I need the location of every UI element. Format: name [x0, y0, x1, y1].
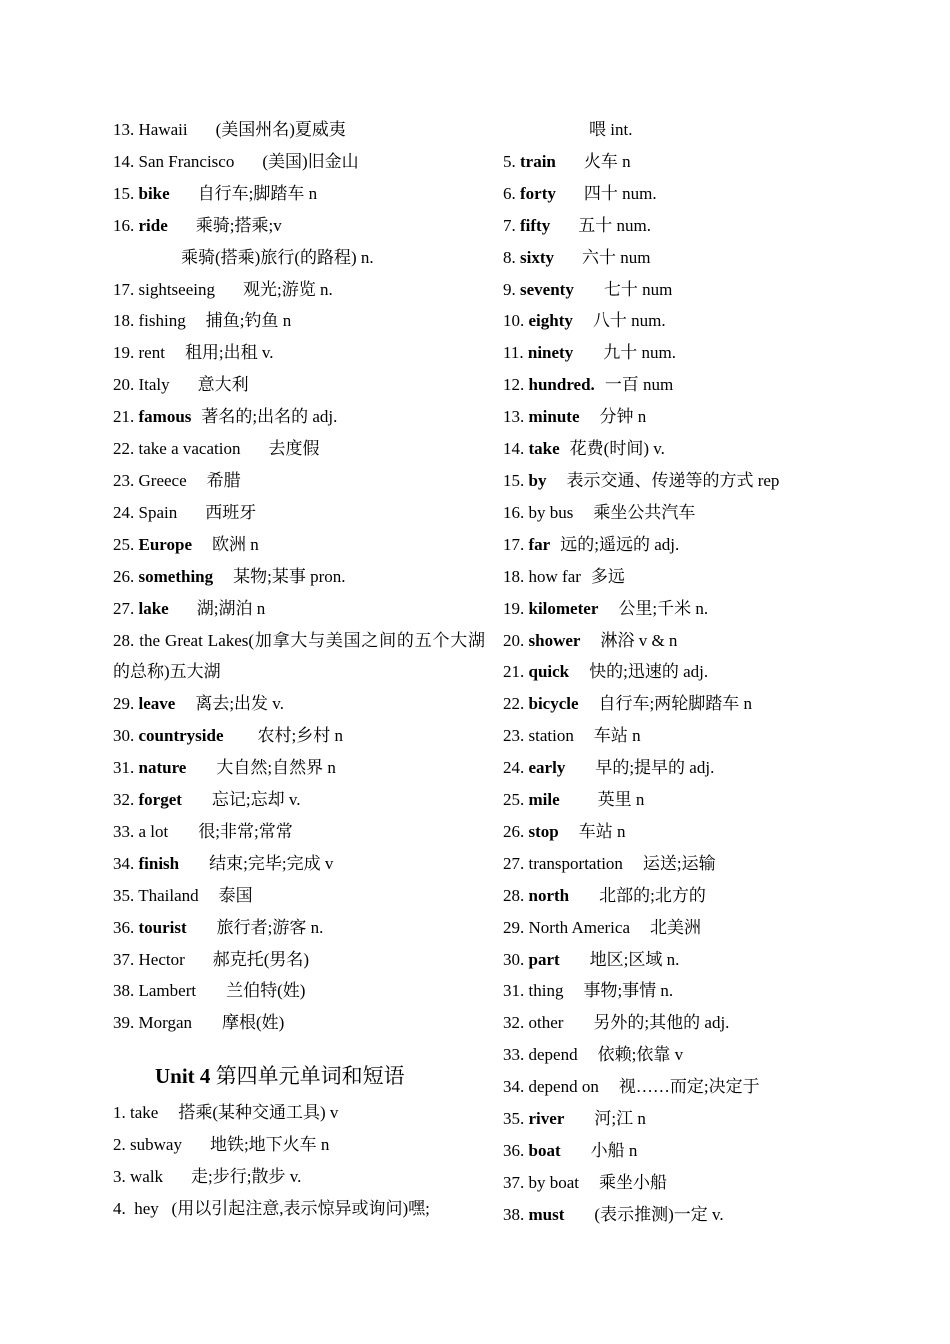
entry-definition: 事物;事情 n. — [583, 981, 674, 1001]
entry-definition: 运送;运输 — [642, 853, 716, 873]
vocab-entry — [113, 497, 485, 529]
entry-word: early — [528, 758, 566, 778]
unit-label: Unit 4 — [155, 1064, 211, 1089]
entry-word: sixty — [520, 247, 554, 267]
entry-word: subway — [130, 1135, 182, 1155]
entry-definition: 乘坐小船 — [599, 1172, 668, 1192]
vocab-entry — [113, 880, 485, 912]
entry-definition: 自行车;脚踏车 n — [197, 183, 318, 203]
entry-number: 30. — [503, 949, 525, 969]
entry-word: take a vacation — [138, 439, 241, 459]
entry-word: hundred. — [528, 375, 595, 395]
ride-continuation: 乘骑(搭乘)旅行(的路程) n. — [181, 247, 374, 267]
entry-word: ride — [138, 215, 168, 235]
hey-continuation: 喂 int. — [589, 120, 633, 139]
entry-number: 36. — [113, 917, 135, 937]
entry-number: 28. — [503, 885, 525, 905]
entry-definition: 湖;湖泊 n — [196, 598, 266, 618]
entry-word: nature — [138, 758, 187, 778]
entry-number: 2. — [113, 1135, 126, 1155]
hey-entry: 4. hey (用以引起注意,表示惊异或询问)嘿; — [113, 1199, 430, 1218]
vocab-entry — [113, 561, 485, 593]
vocab-entry — [113, 1007, 485, 1039]
entry-definition: 五十 num. — [578, 215, 651, 235]
vocab-entry — [113, 912, 485, 944]
entry-word: rent — [138, 343, 165, 363]
entry-word: quick — [528, 662, 570, 682]
entry-definition: 自行车;两轮脚踏车 n — [598, 694, 753, 714]
vocab-entry — [113, 816, 485, 848]
entry-word: eighty — [528, 311, 573, 331]
entry-definition: 小船 n — [590, 1141, 638, 1160]
entry-definition: 兰伯特(姓) — [226, 981, 306, 1001]
entry-number: 15. — [503, 470, 525, 490]
vocab-entry — [113, 146, 485, 178]
entry-number: 24. — [503, 758, 525, 778]
entry-word: Europe — [138, 534, 193, 554]
entry-definition: 八十 num. — [592, 311, 666, 331]
entry-number: 17. — [113, 279, 135, 299]
vocab-entry — [503, 944, 833, 976]
entry-word: tourist — [138, 917, 187, 937]
entry-word: far — [528, 534, 551, 554]
entry-number: 21. — [503, 662, 525, 682]
entry-definition: 车站 n — [578, 821, 626, 841]
entry-number: 20. — [503, 630, 525, 650]
entry-word: how far — [528, 566, 581, 586]
entry-definition: 公里;千米 n. — [618, 598, 709, 618]
entry-word: river — [528, 1109, 565, 1129]
entry-definition: 泰国 — [218, 885, 253, 905]
vocab-entry — [113, 337, 485, 369]
entry-number: 23. — [503, 726, 525, 746]
entry-definition: 河;江 n — [594, 1109, 646, 1129]
entry-definition: 农村;乡村 n — [257, 726, 343, 746]
vocab-entry — [113, 975, 485, 1007]
entry-number: 19. — [113, 343, 135, 363]
entry-number: 32. — [503, 1013, 525, 1033]
entry-definition: 早的;提早的 adj. — [595, 758, 715, 778]
entry-number: 22. — [503, 694, 525, 714]
vocab-entry — [113, 178, 485, 210]
entry-number: 9. — [503, 279, 516, 299]
entry-word: something — [138, 566, 214, 586]
entry-number: 34. — [503, 1077, 525, 1097]
entry-number: 25. — [113, 534, 135, 554]
vocab-entry — [503, 912, 833, 944]
entry-definition: 七十 num — [603, 279, 673, 299]
vocab-entry — [503, 401, 833, 433]
vocab-entry — [113, 274, 485, 306]
entry-definition: 依赖;依靠 v — [597, 1045, 684, 1065]
entry-word: must — [528, 1204, 565, 1224]
entry-number: 38. — [503, 1204, 525, 1224]
entry-definition: (美国)旧金山 — [262, 151, 359, 171]
entry-number: 1. — [113, 1103, 126, 1123]
entry-definition: 地铁;地下火车 n — [209, 1135, 330, 1155]
entry-definition: 六十 num — [582, 247, 651, 267]
entry-number: 30. — [113, 726, 135, 746]
entry-definition: 租用;出租 v. — [184, 343, 274, 363]
vocab-entry — [113, 433, 485, 465]
entry-definition: 地区;区域 n. — [589, 949, 680, 969]
vocab-list — [113, 274, 485, 625]
vocab-entry — [503, 178, 833, 210]
entry-definition: 淋浴 v & n — [600, 630, 678, 650]
entry-number: 18. — [113, 311, 135, 331]
entry-definition: 很;非常;常常 — [198, 821, 293, 841]
vocab-entry — [113, 465, 485, 497]
entry-definition: 意大利 — [197, 375, 249, 395]
vocab-entry — [503, 784, 833, 816]
entry-number: 14. — [503, 439, 525, 459]
entry-definition: 北美洲 — [650, 917, 701, 937]
entry-word: finish — [138, 853, 180, 873]
entry-number: 31. — [503, 981, 525, 1001]
vocab-entry — [503, 656, 833, 688]
vocab-entry — [503, 433, 833, 465]
entry-word: countryside — [138, 726, 224, 746]
entry-number: 17. — [503, 534, 525, 554]
entry-number: 10. — [503, 311, 525, 331]
entry-number: 36. — [503, 1141, 525, 1160]
entry-word: fishing — [138, 311, 186, 331]
entry-word: part — [528, 949, 560, 969]
vocab-entry — [113, 944, 485, 976]
unit-heading — [113, 1059, 485, 1093]
entry-definition: 希腊 — [206, 470, 241, 490]
vocab-entry — [503, 1199, 833, 1231]
entry-word: bike — [138, 183, 170, 203]
entry-number: 35. — [503, 1109, 525, 1129]
vocab-entry — [503, 593, 833, 625]
vocab-entry — [113, 784, 485, 816]
vocab-entry — [113, 752, 485, 784]
entry-definition: (美国州名)夏威夷 — [215, 120, 346, 139]
entry-word: lake — [138, 598, 169, 618]
vocab-entry — [113, 720, 485, 752]
entry-word: Italy — [138, 375, 170, 395]
entry-word: thing — [528, 981, 564, 1001]
vocab-entry — [503, 625, 833, 657]
entry-word: train — [520, 151, 556, 171]
entry-word: shower — [528, 630, 581, 650]
entry-word: seventy — [520, 279, 574, 299]
entry-word: take — [528, 439, 560, 459]
entry-word: by bus — [528, 502, 574, 522]
entry-number: 5. — [503, 151, 516, 171]
entry-definition: 搭乘(某种交通工具) v — [178, 1103, 339, 1123]
entry-definition: 火车 n — [583, 151, 631, 171]
entry-word: boat — [528, 1141, 561, 1160]
entry-number: 13. — [113, 120, 135, 139]
vocab-entry — [503, 752, 833, 784]
entry-number: 29. — [113, 694, 135, 714]
entry-word: Lambert — [138, 981, 197, 1001]
entry-number: 19. — [503, 598, 525, 618]
entry-definition: (表示推测)一定 v. — [594, 1204, 724, 1224]
entry-number: 13. — [503, 407, 525, 427]
vocab-entry — [503, 1039, 833, 1071]
vocab-list — [503, 146, 833, 1231]
great-lakes-entry: 28. the Great Lakes(加拿大与美国之间的五个大湖的总称)五大湖 — [113, 630, 485, 682]
vocab-entry — [503, 465, 833, 497]
entry-word: depend — [528, 1045, 578, 1065]
vocab-entry — [503, 975, 833, 1007]
entry-word: North America — [528, 917, 630, 937]
entry-word: stop — [528, 821, 559, 841]
entry-word: Greece — [138, 470, 187, 490]
entry-word: bicycle — [528, 694, 579, 714]
vocab-entry — [503, 274, 833, 306]
entry-word: Morgan — [138, 1013, 193, 1033]
entry-word: Hawaii — [138, 120, 188, 139]
entry-number: 11. — [503, 343, 524, 363]
vocab-entry — [113, 848, 485, 880]
entry-definition: 郝克托(男名) — [212, 949, 310, 969]
entry-word: fifty — [520, 215, 551, 235]
entry-definition: 车站 n — [593, 726, 641, 746]
vocab-entry — [113, 305, 485, 337]
entry-word: famous — [138, 407, 192, 427]
entry-word: north — [528, 885, 570, 905]
entry-number: 37. — [503, 1172, 525, 1192]
entry-word: Hector — [138, 949, 185, 969]
entry-word: kilometer — [528, 598, 599, 618]
entry-definition: 离去;出发 v. — [195, 694, 284, 714]
entry-number: 29. — [503, 917, 525, 937]
entry-word: other — [528, 1013, 564, 1033]
entry-definition: 一百 num — [604, 375, 674, 395]
entry-number: 27. — [503, 853, 525, 873]
entry-word: mile — [528, 790, 560, 810]
entry-word: station — [528, 726, 574, 746]
vocab-entry — [503, 529, 833, 561]
entry-word: Thailand — [138, 885, 199, 905]
entry-definition: 另外的;其他的 adj. — [593, 1013, 730, 1033]
entry-definition: 结束;完毕;完成 v — [209, 853, 334, 873]
entry-word: a lot — [138, 821, 169, 841]
entry-word: San Francisco — [138, 151, 235, 171]
entry-number: 26. — [113, 566, 135, 586]
entry-definition: 四十 num. — [583, 183, 657, 203]
entry-number: 15. — [113, 183, 135, 203]
vocab-entry — [113, 210, 485, 242]
entry-word: by boat — [528, 1172, 580, 1192]
entry-number: 23. — [113, 470, 135, 490]
entry-number: 21. — [113, 407, 135, 427]
entry-definition: 乘骑;搭乘;v — [195, 215, 282, 235]
vocab-entry — [113, 1097, 485, 1129]
entry-word: sightseeing — [138, 279, 215, 299]
vocab-list — [113, 1097, 485, 1193]
entry-number: 16. — [113, 215, 135, 235]
vocab-entry — [503, 1071, 833, 1103]
entry-number: 8. — [503, 247, 516, 267]
entry-definition: 九十 num. — [603, 343, 676, 363]
entry-number: 25. — [503, 790, 525, 810]
entry-word: forget — [138, 790, 182, 810]
vocab-entry — [113, 1161, 485, 1193]
vocab-list — [113, 114, 485, 242]
vocab-entry — [503, 210, 833, 242]
entry-word: ninety — [527, 343, 574, 363]
vocab-entry — [503, 1167, 833, 1199]
entry-definition: 走;步行;散步 v. — [191, 1167, 302, 1187]
entry-number: 31. — [113, 758, 135, 778]
entry-word: leave — [138, 694, 176, 714]
entry-number: 32. — [113, 790, 135, 810]
entry-word: transportation — [528, 853, 623, 873]
vocab-entry — [503, 1135, 833, 1167]
entry-definition: 著名的;出名的 adj. — [201, 407, 338, 427]
vocab-entry — [113, 401, 485, 433]
vocab-list — [113, 688, 485, 1039]
vocab-entry — [113, 1129, 485, 1161]
entry-number: 12. — [503, 375, 525, 395]
entry-number: 26. — [503, 821, 525, 841]
entry-definition: 北部的;北方的 — [599, 885, 706, 905]
vocab-entry — [503, 1007, 833, 1039]
entry-word: forty — [520, 183, 556, 203]
vocab-entry — [113, 529, 485, 561]
vocab-entry — [503, 880, 833, 912]
vocab-entry — [503, 242, 833, 274]
entry-definition: 某物;某事 pron. — [233, 566, 346, 586]
vocab-entry — [503, 816, 833, 848]
entry-number: 7. — [503, 215, 516, 235]
entry-definition: 欧洲 n — [212, 534, 259, 554]
entry-definition: 乘坐公共汽车 — [593, 502, 696, 522]
entry-word: minute — [528, 407, 580, 427]
entry-number: 34. — [113, 853, 135, 873]
entry-number: 37. — [113, 949, 135, 969]
vocab-entry — [503, 369, 833, 401]
vocab-entry — [113, 593, 485, 625]
entry-number: 22. — [113, 439, 135, 459]
entry-number: 33. — [503, 1045, 525, 1065]
entry-word: depend on — [528, 1077, 599, 1097]
entry-number: 24. — [113, 502, 135, 522]
entry-number: 16. — [503, 502, 525, 522]
entry-definition: 分钟 n — [599, 407, 647, 427]
entry-definition: 多远 — [590, 566, 625, 586]
vocab-entry — [503, 337, 833, 369]
entry-number: 39. — [113, 1013, 135, 1033]
vocab-entry — [503, 688, 833, 720]
entry-word: by — [528, 470, 547, 490]
entry-definition: 大自然;自然界 n — [216, 758, 336, 778]
entry-word: take — [130, 1103, 159, 1123]
entry-definition: 忘记;忘却 v. — [211, 790, 301, 810]
entry-number: 20. — [113, 375, 135, 395]
unit-title: 第四单元单词和短语 — [215, 1064, 405, 1089]
vocab-entry — [113, 114, 485, 146]
entry-definition: 快的;迅速的 adj. — [589, 662, 709, 682]
entry-definition: 西班牙 — [205, 502, 257, 522]
entry-number: 3. — [113, 1167, 126, 1187]
vocab-entry — [113, 688, 485, 720]
entry-number: 27. — [113, 598, 135, 618]
entry-definition: 捕鱼;钓鱼 n — [205, 311, 292, 331]
vocab-entry — [113, 369, 485, 401]
entry-definition: 视……而定;决定于 — [618, 1077, 760, 1097]
entry-definition: 远的;遥远的 adj. — [560, 534, 680, 554]
vocab-entry — [503, 1103, 833, 1135]
entry-definition: 英里 n — [597, 790, 645, 810]
entry-number: 14. — [113, 151, 135, 171]
entry-number: 18. — [503, 566, 525, 586]
entry-definition: 去度假 — [268, 439, 320, 459]
entry-definition: 观光;游览 n. — [243, 279, 333, 299]
vocab-entry — [503, 561, 833, 593]
entry-number: 35. — [113, 885, 135, 905]
entry-word: walk — [130, 1167, 164, 1187]
entry-definition: 花费(时间) v. — [569, 439, 665, 459]
entry-definition: 摩根(姓) — [222, 1013, 285, 1033]
vocab-entry — [503, 146, 833, 178]
right-column — [503, 114, 833, 1231]
vocab-entry — [503, 848, 833, 880]
entry-definition: 旅行者;游客 n. — [216, 917, 324, 937]
entry-definition: 表示交通、传递等的方式 rep — [566, 470, 780, 490]
entry-number: 6. — [503, 183, 516, 203]
vocab-entry — [503, 305, 833, 337]
entry-word: Spain — [138, 502, 178, 522]
left-column — [113, 114, 485, 1225]
entry-number: 38. — [113, 981, 135, 1001]
vocab-entry — [503, 720, 833, 752]
vocab-entry — [503, 497, 833, 529]
entry-number: 33. — [113, 821, 135, 841]
